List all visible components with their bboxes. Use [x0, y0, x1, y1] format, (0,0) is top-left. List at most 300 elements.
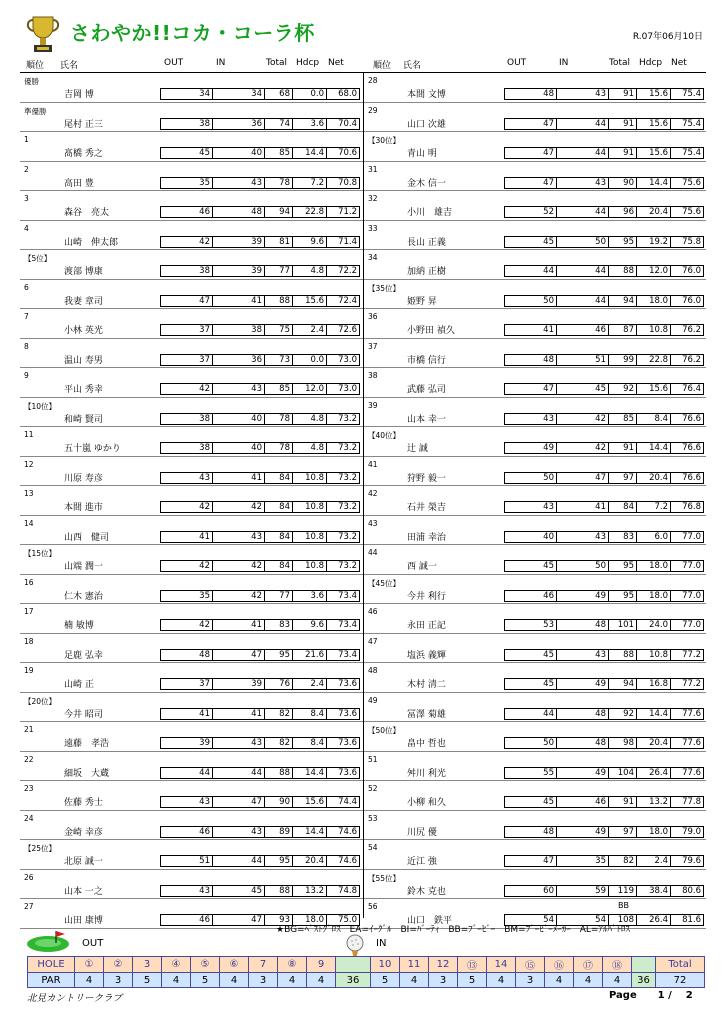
out-score: 54: [505, 915, 557, 925]
handicap: 14.4: [293, 827, 327, 837]
total-score: 91: [609, 797, 637, 807]
rank-label: 28: [368, 76, 378, 85]
player-name: 田浦 幸治: [407, 532, 446, 543]
net-score: 72.6: [338, 325, 357, 335]
rank-label: 36: [368, 312, 378, 321]
in-score: 42: [213, 502, 265, 512]
out-score: 51: [161, 856, 213, 866]
net-score: 77.0: [682, 620, 701, 630]
net-score: 73.4: [338, 620, 357, 630]
out-score: 46: [161, 827, 213, 837]
club-name: 北見カントリークラブ: [27, 993, 123, 1004]
score-box: [160, 236, 360, 248]
handicap: 20.4: [637, 473, 671, 483]
player-name: 武藤 弘司: [407, 385, 446, 395]
score-box: [504, 265, 704, 277]
result-row: [364, 132, 706, 162]
total-score: 91: [609, 443, 637, 453]
result-row: [364, 781, 706, 811]
total-score: 78: [265, 414, 293, 424]
total-score: 95: [265, 650, 293, 660]
out-score: 40: [505, 532, 557, 542]
net-score: 77.6: [682, 738, 701, 748]
player-name: 長山 正義: [407, 237, 446, 248]
rank-label: 11: [24, 430, 34, 439]
score-box: [504, 885, 704, 897]
score-box: [504, 442, 704, 454]
rank-label: 49: [368, 695, 378, 705]
player-name: 細坂 大蔵: [64, 768, 110, 779]
score-box: [160, 678, 360, 690]
in-score: 41: [213, 620, 265, 630]
score-box: [160, 177, 360, 189]
in-score: 49: [557, 591, 609, 601]
rank-label: 9: [24, 371, 29, 380]
player-name: 山本 一之: [64, 886, 103, 897]
rank-label: 3: [24, 194, 29, 203]
in-score: 43: [213, 384, 265, 394]
player-name: 山口 鉄平: [407, 916, 453, 926]
result-row: [20, 457, 363, 487]
handicap: 3.6: [293, 119, 327, 129]
hole-cell: ①: [75, 957, 104, 973]
hole-row: [28, 957, 705, 973]
in-score: 42: [213, 591, 265, 601]
total-score: 101: [609, 620, 637, 630]
col-total: Total: [609, 58, 631, 68]
result-row: [364, 516, 706, 546]
result-row: [364, 73, 706, 103]
rank-label: 56: [368, 902, 378, 911]
rank-label: 7: [24, 312, 29, 321]
player-name: 小林 英光: [64, 326, 103, 336]
score-box: [504, 531, 704, 543]
out-score: 44: [505, 266, 557, 276]
player-name: 小柳 和久: [407, 798, 446, 808]
rank-label: 47: [368, 636, 378, 646]
result-row: [364, 457, 706, 487]
in-score: 47: [213, 915, 265, 925]
out-score: 44: [505, 709, 557, 719]
net-score: 74.6: [338, 856, 357, 866]
result-row: [20, 545, 363, 575]
handicap: 8.4: [293, 709, 327, 719]
out-score: 42: [161, 384, 213, 394]
out-score: 47: [505, 384, 557, 394]
handicap: 13.2: [637, 797, 671, 807]
out-score: 48: [505, 89, 557, 99]
player-name: 渡部 博康: [64, 267, 103, 277]
total-score: 84: [265, 561, 293, 571]
rank-label: 42: [368, 489, 378, 498]
out-score: 42: [161, 502, 213, 512]
score-box: [160, 118, 360, 130]
score-box: [160, 413, 360, 425]
net-score: 73.2: [338, 413, 357, 424]
in-score: 44: [213, 768, 265, 778]
column-header-right: [363, 58, 706, 70]
out-score: 48: [505, 827, 557, 837]
rank-label: 【25位】: [24, 844, 57, 853]
total-score: 94: [609, 296, 637, 306]
net-score: 81.6: [682, 915, 701, 925]
result-row: [364, 368, 706, 398]
rank-label: 33: [368, 223, 378, 233]
score-box: [504, 590, 704, 602]
result-row: [20, 309, 363, 339]
par-cell: 4: [307, 973, 336, 988]
rank-label: 12: [24, 459, 34, 469]
handicap: 22.8: [293, 207, 327, 217]
rank-label: 【10位】: [24, 401, 57, 411]
out-score: 42: [161, 620, 213, 630]
rank-label: 31: [368, 164, 378, 174]
net-score: 74.4: [338, 797, 357, 807]
out-score: 37: [161, 325, 213, 335]
out-score: 44: [161, 768, 213, 778]
total-score: 68: [265, 89, 293, 99]
handicap: 4.8: [293, 266, 327, 276]
score-box: [160, 649, 360, 661]
score-box: [504, 177, 704, 189]
par-total: 72: [656, 973, 705, 988]
in-score: 43: [213, 738, 265, 748]
net-score: 74.6: [338, 826, 357, 837]
net-score: 77.6: [682, 767, 701, 778]
net-score: 76.6: [682, 443, 701, 453]
result-row: [20, 811, 363, 841]
player-name: 今井 利行: [407, 591, 446, 602]
in-score: 45: [213, 886, 265, 896]
golf-green-icon: [24, 928, 76, 954]
result-row: [20, 339, 363, 369]
col-hdcp: Hdcp: [639, 58, 663, 68]
player-name: 山西 健司: [64, 532, 110, 543]
col-out: OUT: [507, 58, 527, 68]
in-score: 36: [213, 355, 265, 365]
net-score: 73.4: [338, 649, 357, 660]
col-rank: 順位: [373, 61, 392, 71]
rank-label: 【30位】: [368, 136, 401, 145]
in-score: 41: [213, 296, 265, 306]
total-score: 81: [265, 237, 293, 247]
rank-label: 【40位】: [368, 431, 401, 440]
handicap: 0.0: [293, 355, 327, 365]
in-score: 40: [213, 443, 265, 453]
net-score: 73.0: [338, 354, 357, 365]
handicap: 14.4: [293, 768, 327, 778]
net-score: 73.2: [338, 472, 357, 483]
net-score: 75.8: [682, 236, 701, 247]
player-name: 鈴木 克也: [407, 886, 446, 897]
hole-cell: ⑮: [516, 957, 545, 973]
total-score: 95: [609, 591, 637, 601]
rank-label: 【45位】: [368, 578, 401, 588]
player-name: 塩浜 義輝: [407, 650, 446, 661]
handicap: 8.4: [637, 414, 671, 424]
result-row: [20, 280, 363, 310]
result-row: [364, 486, 706, 516]
handicap: 10.8: [293, 561, 327, 571]
score-box: [504, 560, 704, 572]
rank-label: 29: [368, 105, 378, 115]
rank-label: 6: [24, 282, 29, 292]
result-row: [364, 191, 706, 221]
player-name: 山本 幸一: [407, 414, 446, 425]
player-name: 足鹿 弘幸: [64, 650, 103, 661]
par-cell: 5: [191, 973, 220, 988]
event-date: R.07年06月10日: [632, 32, 703, 42]
player-name: 金木 信一: [407, 178, 446, 189]
total-score: 88: [265, 886, 293, 896]
out-score: 34: [161, 89, 213, 99]
rank-label: 16: [24, 577, 34, 587]
player-name: 金崎 幸彦: [64, 827, 103, 838]
in-score: 51: [557, 355, 609, 365]
net-score: 75.6: [682, 207, 701, 217]
total-score: 98: [609, 738, 637, 748]
net-score: 76.2: [682, 325, 701, 335]
total-score: 97: [609, 473, 637, 483]
rank-label: 17: [24, 607, 34, 616]
total-score: 78: [265, 443, 293, 453]
in-score: 43: [213, 532, 265, 542]
trophy-icon: [24, 14, 62, 54]
result-row: [20, 250, 363, 280]
net-score: 73.4: [338, 590, 357, 601]
in-score: 39: [213, 237, 265, 247]
result-row: [20, 516, 363, 546]
score-box: [504, 737, 704, 749]
result-row: [20, 722, 363, 752]
total-score: 91: [609, 119, 637, 129]
rank-label: 44: [368, 548, 378, 557]
in-label: IN: [376, 938, 387, 949]
total-score: 95: [265, 856, 293, 866]
score-box: [160, 354, 360, 366]
net-score: 73.6: [338, 767, 357, 778]
rank-label: 34: [368, 253, 378, 262]
col-out: OUT: [164, 58, 184, 68]
out-score: 49: [505, 443, 557, 453]
in-score: 59: [557, 886, 609, 896]
page-title: さわやか!!コカ・コーラ杯: [70, 21, 315, 45]
par-in-total: 36: [632, 973, 656, 988]
handicap: 10.8: [293, 502, 327, 512]
hole-label: HOLE: [28, 957, 75, 973]
total-score: 95: [609, 237, 637, 247]
handicap: 10.8: [637, 325, 671, 335]
out-score: 38: [161, 119, 213, 129]
out-score: 47: [505, 178, 557, 188]
score-box: [160, 501, 360, 513]
in-score: 44: [213, 856, 265, 866]
rank-label: 46: [368, 607, 378, 616]
result-row: [20, 663, 363, 693]
result-row: [20, 221, 363, 251]
net-score: 72.2: [338, 266, 357, 276]
award-note: BB: [618, 901, 629, 910]
page-separator: /: [668, 990, 672, 1001]
result-row: [20, 368, 363, 398]
par-cell: 4: [220, 973, 249, 988]
result-row: [364, 280, 706, 310]
player-name: 五十嵐 ゆかり: [64, 444, 121, 454]
player-name: 北原 誠一: [64, 857, 103, 867]
total-score: 92: [609, 709, 637, 719]
result-row: [20, 103, 363, 133]
out-score: 47: [505, 148, 557, 158]
player-name: 本間 進市: [64, 503, 103, 513]
par-cell: 5: [371, 973, 400, 988]
handicap: 18.0: [637, 296, 671, 306]
net-score: 75.4: [682, 148, 701, 158]
handicap: 9.6: [293, 237, 327, 247]
course-par-table: [27, 956, 705, 988]
hole-cell: ⑱: [603, 957, 632, 973]
result-row: [20, 398, 363, 428]
result-row: [20, 575, 363, 605]
player-name: 狩野 毅一: [407, 473, 446, 484]
rank-label: 51: [368, 754, 378, 764]
out-score: 45: [161, 148, 213, 158]
total-score: 73: [265, 355, 293, 365]
net-score: 73.6: [338, 708, 357, 719]
handicap: 15.6: [293, 296, 327, 306]
score-box: [504, 236, 704, 248]
out-score: 38: [161, 414, 213, 424]
out-score: 48: [161, 650, 213, 660]
hole-cell: ⑰: [574, 957, 603, 973]
score-box: [160, 737, 360, 749]
in-score: 46: [557, 325, 609, 335]
hole-cell: 9: [307, 957, 336, 973]
score-box: [504, 708, 704, 720]
out-score: 50: [505, 738, 557, 748]
rank-label: 22: [24, 754, 34, 764]
handicap: 20.4: [293, 856, 327, 866]
hole-cell: ⑧: [278, 957, 307, 973]
result-row: [364, 545, 706, 575]
player-name: 加納 正樹: [407, 267, 446, 277]
out-score: 43: [505, 414, 557, 424]
par-cell: 3: [104, 973, 133, 988]
rank-label: 27: [24, 902, 34, 911]
out-score: 35: [161, 591, 213, 601]
rank-label: 【15位】: [24, 549, 57, 558]
rank-label: 【5位】: [24, 254, 52, 263]
col-in: IN: [559, 58, 569, 68]
out-score: 43: [161, 473, 213, 483]
rank-label: 43: [368, 518, 378, 528]
out-score: 38: [161, 443, 213, 453]
score-box: [504, 826, 704, 838]
hole-cell: ④: [162, 957, 191, 973]
in-score: 43: [557, 89, 609, 99]
score-box: [160, 590, 360, 602]
net-score: 73.2: [338, 443, 357, 453]
handicap: 18.0: [637, 561, 671, 571]
in-subtotal-blank: [632, 957, 656, 973]
handicap: 14.4: [637, 178, 671, 188]
total-score: 94: [609, 679, 637, 689]
col-rank: 順位: [26, 61, 45, 71]
total-score: 82: [265, 738, 293, 748]
par-cell: 5: [458, 973, 487, 988]
total-score: 76: [265, 679, 293, 689]
net-score: 72.4: [338, 295, 357, 306]
player-name: 近江 強: [407, 857, 437, 867]
result-row: [364, 663, 706, 693]
score-box: [504, 855, 704, 867]
result-row: [364, 575, 706, 605]
result-row: [20, 73, 363, 103]
net-score: 71.2: [338, 207, 357, 217]
in-score: 39: [213, 266, 265, 276]
score-box: [160, 796, 360, 808]
player-name: 姫野 昇: [407, 296, 437, 307]
out-score: 38: [161, 266, 213, 276]
net-score: 76.4: [682, 384, 701, 394]
total-score: 97: [609, 827, 637, 837]
out-score: 45: [505, 237, 557, 247]
handicap: 14.4: [637, 443, 671, 453]
total-score: 119: [609, 886, 637, 896]
in-score: 41: [213, 709, 265, 719]
player-name: 石井 榮吉: [407, 503, 446, 513]
in-score: 43: [213, 827, 265, 837]
hole-cell: ⑤: [191, 957, 220, 973]
in-score: 40: [213, 148, 265, 158]
score-box: [160, 560, 360, 572]
player-name: 今井 昭司: [64, 709, 103, 720]
handicap: 2.4: [637, 856, 671, 866]
rank-label: 18: [24, 636, 34, 646]
net-score: 76.6: [682, 472, 701, 483]
net-score: 77.6: [682, 708, 701, 719]
total-score: 88: [265, 768, 293, 778]
out-score: 47: [505, 119, 557, 129]
out-score: 35: [161, 178, 213, 188]
result-row: [20, 870, 363, 900]
result-row: [20, 781, 363, 811]
player-name: 青山 明: [407, 149, 437, 159]
score-box: [504, 767, 704, 779]
in-score: 49: [557, 679, 609, 689]
score-box: [160, 324, 360, 336]
out-score: 43: [161, 886, 213, 896]
rank-label: 37: [368, 341, 378, 351]
in-score: 42: [557, 414, 609, 424]
net-score: 73.6: [338, 738, 357, 748]
score-box: [160, 708, 360, 720]
out-score: 47: [505, 856, 557, 866]
in-score: 46: [557, 797, 609, 807]
out-score: 37: [161, 679, 213, 689]
result-row: [364, 221, 706, 251]
rank-label: 1: [24, 135, 29, 144]
hole-cell: 12: [429, 957, 458, 973]
in-score: 50: [557, 561, 609, 571]
score-box: [504, 649, 704, 661]
total-score: 93: [265, 915, 293, 925]
out-score: 43: [505, 502, 557, 512]
handicap: 10.8: [293, 473, 327, 483]
score-box: [160, 531, 360, 543]
handicap: 4.8: [293, 443, 327, 453]
score-box: [504, 88, 704, 100]
score-box: [504, 678, 704, 690]
